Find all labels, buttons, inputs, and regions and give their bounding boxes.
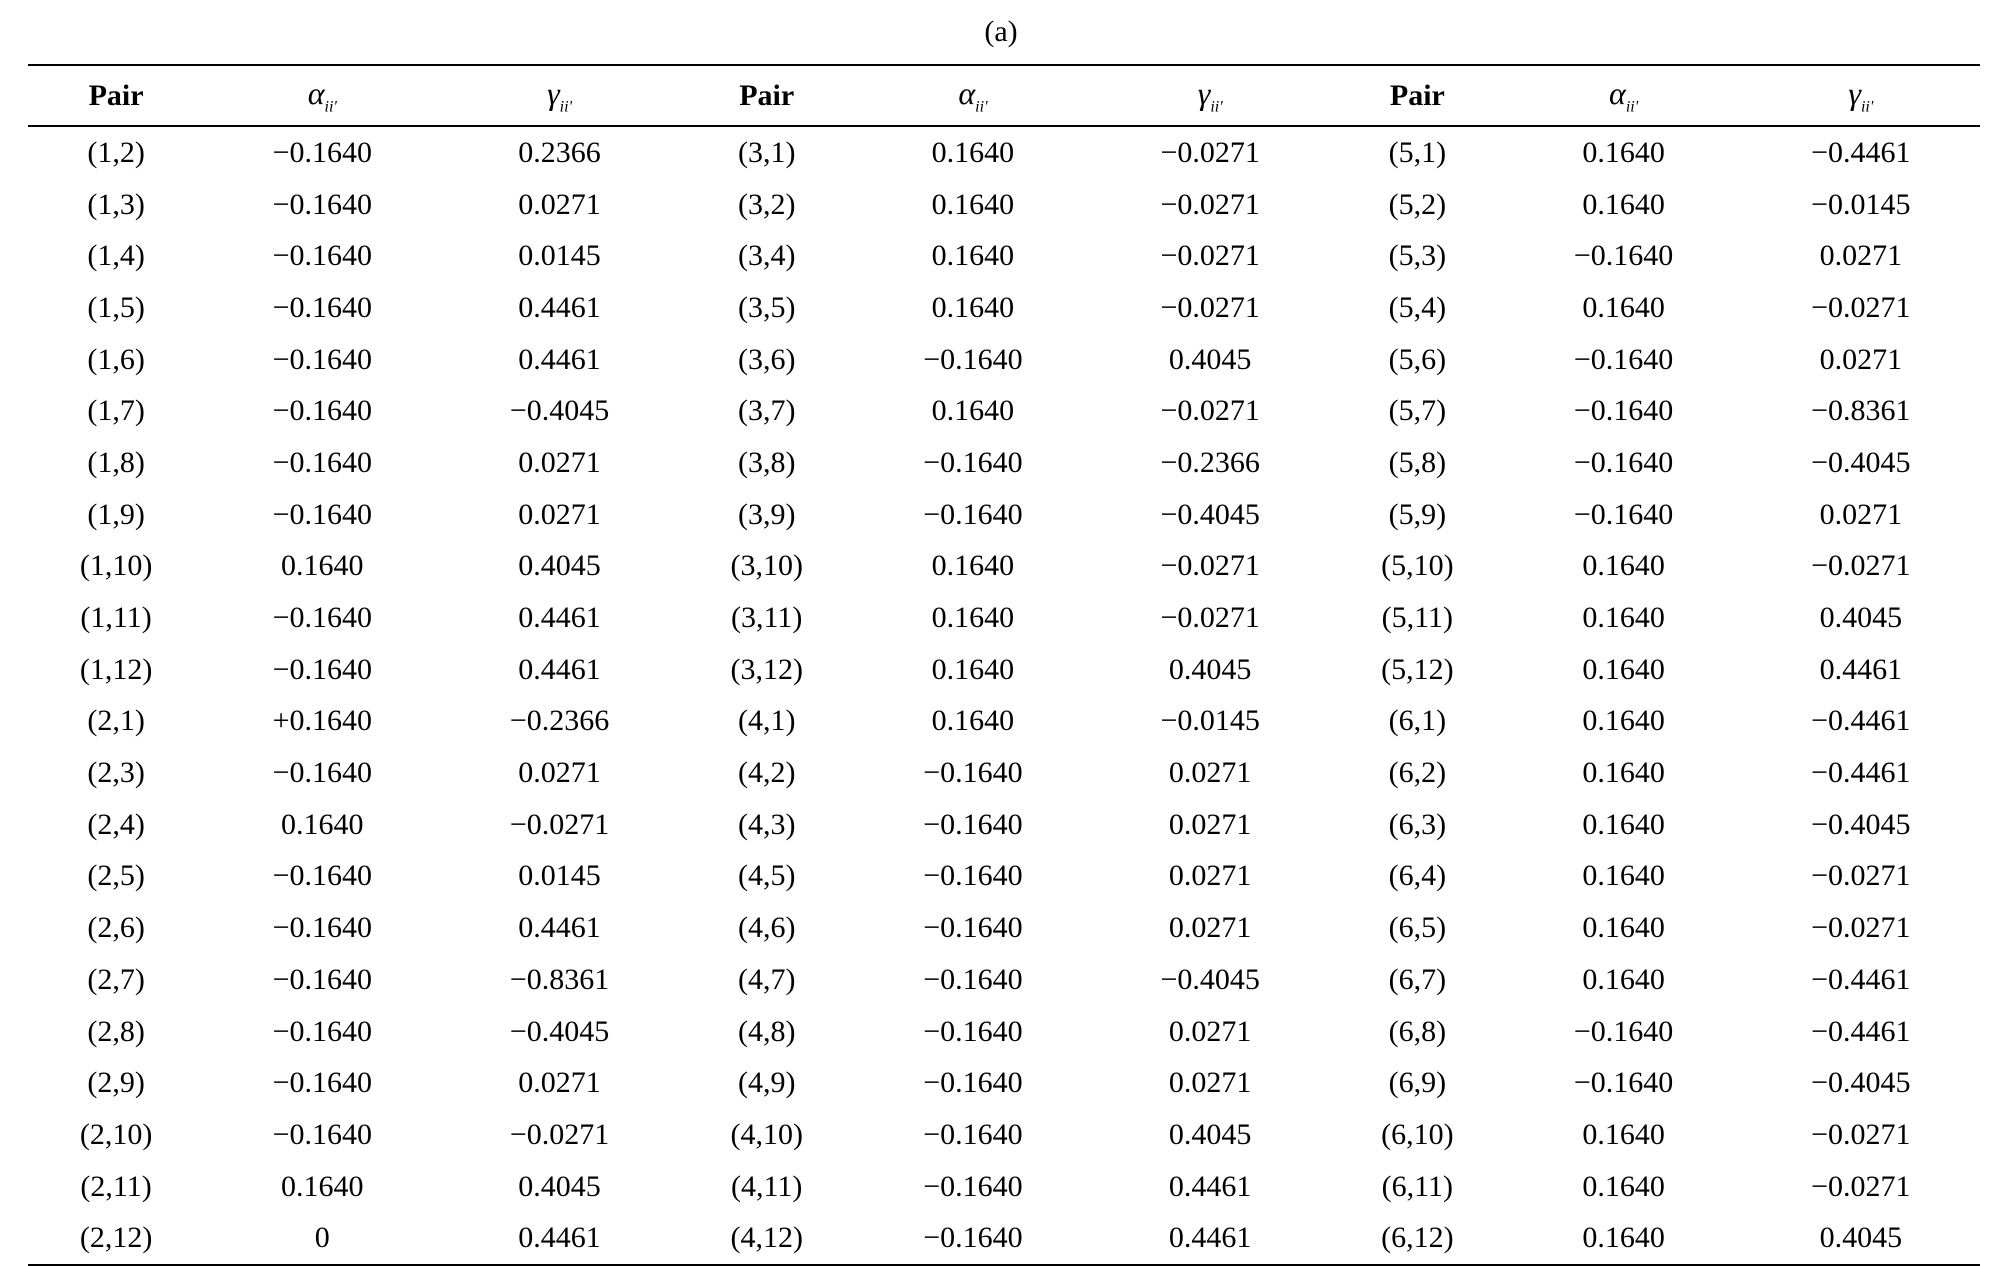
alpha-cell: −0.1640 — [272, 911, 372, 945]
pair-cell: (1,6) — [87, 342, 145, 376]
gamma-cell: 0.4461 — [1168, 1221, 1252, 1255]
alpha-cell: 0.1640 — [1582, 1117, 1665, 1151]
header-symbol: Pair — [88, 78, 144, 112]
table-row — [28, 644, 1980, 696]
gamma-cell: −0.4461 — [1811, 704, 1911, 738]
alpha-cell: −0.1640 — [272, 1117, 372, 1151]
alpha-cell: 0.1640 — [1582, 652, 1665, 686]
alpha-cell: −0.1640 — [1573, 342, 1674, 376]
gamma-cell: 0.4045 — [1819, 1221, 1903, 1255]
gamma-cell: −0.0271 — [1160, 239, 1260, 273]
gamma-cell: −0.4461 — [1811, 756, 1911, 790]
alpha-cell: −0.1640 — [923, 807, 1023, 841]
pair-cell: (6,7) — [1388, 962, 1447, 996]
gamma-cell: 0.4461 — [1168, 1169, 1252, 1203]
pair-cell: (4,11) — [731, 1169, 803, 1203]
pair-cell: (4,12) — [730, 1221, 803, 1255]
pair-cell: (5,4) — [1388, 290, 1447, 324]
pair-cell: (1,7) — [87, 394, 145, 428]
table-row — [28, 437, 1980, 489]
gamma-column-header — [1742, 65, 1980, 126]
pair-cell: (3,8) — [737, 445, 796, 479]
pair-cell: (2,10) — [79, 1117, 153, 1151]
alpha-cell: 0.1640 — [931, 601, 1015, 635]
pair-cell: (2,6) — [87, 911, 145, 945]
pair-cell: (6,10) — [1381, 1117, 1454, 1151]
pair-cell: (5,1) — [1388, 135, 1447, 169]
pair-cell: (2,4) — [87, 807, 145, 841]
alpha-cell: 0.1640 — [1582, 1169, 1665, 1203]
alpha-cell: 0.1640 — [931, 239, 1015, 273]
gamma-cell: 0.4461 — [1819, 652, 1903, 686]
gamma-cell: 0.4045 — [1168, 1117, 1252, 1151]
alpha-cell: −0.1640 — [923, 1169, 1023, 1203]
gamma-cell: −0.0271 — [1811, 1169, 1911, 1203]
alpha-cell: −0.1640 — [923, 1221, 1023, 1255]
table-body — [28, 126, 1980, 1265]
alpha-cell: −0.1640 — [272, 962, 372, 996]
table-row — [28, 1212, 1980, 1265]
alpha-cell: −0.1640 — [272, 135, 372, 169]
pair-cell: (3,2) — [737, 187, 796, 221]
alpha-cell: 0.1640 — [1582, 807, 1665, 841]
gamma-cell: 0.0271 — [518, 445, 601, 479]
alpha-cell: −0.1640 — [923, 1014, 1023, 1048]
pair-coefficients-table — [28, 64, 1980, 1266]
gamma-cell: 0.0271 — [1168, 859, 1252, 893]
pair-cell: (1,3) — [87, 187, 145, 221]
gamma-cell: −0.4045 — [1160, 497, 1260, 531]
pair-cell: (2,3) — [87, 756, 145, 790]
header-symbol: Pair — [739, 78, 795, 112]
alpha-cell: −0.1640 — [923, 962, 1023, 996]
alpha-cell: −0.1640 — [1573, 1014, 1674, 1048]
alpha-cell: 0.1640 — [281, 807, 364, 841]
gamma-cell: −0.0145 — [1160, 704, 1260, 738]
gamma-cell: −0.0271 — [1811, 859, 1911, 893]
pair-cell: (6,9) — [1388, 1066, 1447, 1100]
pair-cell: (3,10) — [730, 549, 803, 583]
alpha-cell: −0.1640 — [272, 1066, 372, 1100]
alpha-cell: +0.1640 — [272, 704, 372, 738]
gamma-cell: 0.0271 — [1168, 911, 1252, 945]
table-row — [28, 696, 1980, 748]
pair-cell: (2,8) — [87, 1014, 145, 1048]
pair-cell: (1,2) — [87, 135, 145, 169]
pair-column-header — [28, 65, 204, 126]
alpha-cell: 0.1640 — [1582, 601, 1665, 635]
pair-cell: (1,8) — [87, 445, 145, 479]
gamma-cell: 0.0271 — [518, 1066, 601, 1100]
gamma-cell: −0.0271 — [1160, 290, 1260, 324]
pair-cell: (6,8) — [1388, 1014, 1447, 1048]
pair-cell: (6,11) — [1381, 1169, 1454, 1203]
gamma-cell: 0.4461 — [518, 601, 601, 635]
header-subscript: ii' — [1860, 98, 1874, 116]
gamma-cell: 0.0145 — [518, 239, 601, 273]
alpha-cell: 0 — [314, 1221, 330, 1255]
table-row — [28, 954, 1980, 1006]
alpha-cell: −0.1640 — [272, 394, 372, 428]
pair-cell: (4,5) — [737, 859, 796, 893]
alpha-cell: 0.1640 — [1582, 859, 1665, 893]
pair-cell: (1,9) — [87, 497, 145, 531]
pair-column-header — [679, 65, 855, 126]
gamma-cell: −0.0145 — [1811, 187, 1911, 221]
pair-cell: (5,3) — [1388, 239, 1447, 273]
table-row — [28, 592, 1980, 644]
pair-cell: (1,5) — [87, 290, 145, 324]
header-symbol: γ — [1197, 74, 1211, 111]
gamma-cell: 0.0271 — [518, 497, 601, 531]
table-row — [28, 1109, 1980, 1161]
alpha-cell: −0.1640 — [272, 445, 372, 479]
alpha-cell: 0.1640 — [931, 187, 1015, 221]
pair-cell: (4,8) — [737, 1014, 796, 1048]
gamma-cell: −0.0271 — [1811, 911, 1911, 945]
alpha-cell: −0.1640 — [272, 652, 372, 686]
alpha-cell: 0.1640 — [931, 549, 1015, 583]
pair-cell: (2,12) — [79, 1221, 153, 1255]
pair-cell: (4,2) — [737, 756, 796, 790]
alpha-cell: −0.1640 — [272, 756, 372, 790]
alpha-cell: −0.1640 — [272, 601, 372, 635]
alpha-cell: 0.1640 — [931, 290, 1015, 324]
header-symbol: α — [958, 74, 976, 111]
alpha-cell: −0.1640 — [1573, 394, 1674, 428]
table-row — [28, 385, 1980, 437]
pair-cell: (4,1) — [737, 704, 796, 738]
gamma-cell: −0.4461 — [1811, 962, 1911, 996]
pair-cell: (5,12) — [1381, 652, 1454, 686]
header-subscript: ii' — [324, 98, 337, 116]
pair-cell: (5,11) — [1381, 601, 1454, 635]
gamma-column-header — [1091, 65, 1329, 126]
header-symbol: α — [307, 74, 325, 111]
gamma-cell: 0.0271 — [1168, 807, 1252, 841]
pair-cell: (5,8) — [1388, 445, 1447, 479]
alpha-cell: 0.1640 — [931, 652, 1015, 686]
table-header — [28, 65, 1980, 126]
pair-cell: (6,4) — [1388, 859, 1447, 893]
gamma-cell: −0.0271 — [509, 807, 610, 841]
header-row — [28, 65, 1980, 126]
pair-cell: (3,12) — [730, 652, 803, 686]
alpha-cell: −0.1640 — [272, 497, 372, 531]
gamma-cell: 0.0271 — [1168, 756, 1252, 790]
gamma-cell: −0.4045 — [1811, 445, 1911, 479]
alpha-cell: 0.1640 — [931, 394, 1015, 428]
gamma-cell: −0.2366 — [509, 704, 610, 738]
alpha-cell: −0.1640 — [1573, 239, 1674, 273]
table-caption: (a) — [984, 15, 1018, 48]
gamma-cell: −0.8361 — [509, 962, 610, 996]
pair-cell: (3,6) — [737, 342, 796, 376]
gamma-cell: 0.4045 — [1168, 652, 1252, 686]
gamma-cell: −0.2366 — [1160, 445, 1260, 479]
pair-cell: (6,5) — [1388, 911, 1447, 945]
alpha-cell: −0.1640 — [272, 290, 372, 324]
pair-cell: (4,3) — [737, 807, 796, 841]
alpha-cell: 0.1640 — [1582, 290, 1665, 324]
gamma-cell: −0.4045 — [1811, 1066, 1911, 1100]
pair-cell: (6,1) — [1388, 704, 1447, 738]
alpha-cell: 0.1640 — [1582, 187, 1665, 221]
alpha-cell: −0.1640 — [1573, 1066, 1674, 1100]
alpha-cell: −0.1640 — [923, 1066, 1023, 1100]
header-symbol: Pair — [1389, 78, 1445, 112]
alpha-cell: −0.1640 — [1573, 445, 1674, 479]
alpha-cell: −0.1640 — [923, 756, 1023, 790]
pair-cell: (2,11) — [80, 1169, 152, 1203]
table-row — [28, 126, 1980, 179]
gamma-cell: −0.0271 — [1160, 394, 1260, 428]
alpha-cell: −0.1640 — [923, 445, 1023, 479]
alpha-cell: −0.1640 — [272, 1014, 372, 1048]
alpha-cell: 0.1640 — [1582, 756, 1665, 790]
table-row — [28, 1057, 1980, 1109]
gamma-cell: 0.0271 — [1819, 497, 1903, 531]
alpha-cell: 0.1640 — [931, 704, 1015, 738]
alpha-cell: 0.1640 — [1582, 135, 1665, 169]
alpha-cell: 0.1640 — [281, 549, 364, 583]
alpha-cell: −0.1640 — [923, 497, 1023, 531]
alpha-cell: 0.1640 — [1582, 549, 1665, 583]
table-row — [28, 282, 1980, 334]
alpha-cell: 0.1640 — [1582, 911, 1665, 945]
gamma-cell: −0.4045 — [509, 394, 610, 428]
pair-cell: (1,10) — [79, 549, 153, 583]
gamma-cell: 0.4045 — [1819, 601, 1903, 635]
gamma-cell: 0.0271 — [1819, 342, 1903, 376]
gamma-cell: −0.4045 — [509, 1014, 610, 1048]
alpha-cell: 0.1640 — [281, 1169, 364, 1203]
gamma-cell: 0.4461 — [518, 342, 601, 376]
alpha-cell: 0.1640 — [931, 135, 1015, 169]
gamma-cell: 0.4045 — [1168, 342, 1252, 376]
pair-cell: (5,9) — [1388, 497, 1447, 531]
alpha-column-header — [204, 65, 440, 126]
gamma-cell: −0.4045 — [1811, 807, 1911, 841]
header-subscript: ii' — [1210, 98, 1223, 116]
gamma-cell: 0.0271 — [1168, 1014, 1252, 1048]
alpha-cell: −0.1640 — [1573, 497, 1674, 531]
pair-cell: (5,7) — [1388, 394, 1447, 428]
alpha-cell: −0.1640 — [923, 1117, 1023, 1151]
pair-cell: (2,9) — [87, 1066, 145, 1100]
pair-cell: (3,5) — [737, 290, 796, 324]
gamma-cell: −0.0271 — [509, 1117, 610, 1151]
gamma-cell: 0.4045 — [518, 1169, 601, 1203]
gamma-cell: −0.0271 — [1811, 290, 1911, 324]
alpha-cell: −0.1640 — [272, 187, 372, 221]
table-row — [28, 799, 1980, 851]
gamma-cell: −0.0271 — [1811, 1117, 1911, 1151]
gamma-cell: −0.4461 — [1811, 1014, 1911, 1048]
header-symbol: α — [1609, 74, 1626, 111]
table-row — [28, 230, 1980, 282]
pair-column-header — [1329, 65, 1505, 126]
pair-cell: (6,12) — [1381, 1221, 1454, 1255]
header-subscript: ii' — [1625, 98, 1639, 116]
alpha-cell: 0.1640 — [1582, 962, 1665, 996]
pair-cell: (6,2) — [1388, 756, 1447, 790]
gamma-cell: 0.0271 — [1168, 1066, 1252, 1100]
alpha-cell: −0.1640 — [923, 342, 1023, 376]
gamma-cell: −0.4461 — [1811, 135, 1911, 169]
pair-cell: (1,12) — [79, 652, 153, 686]
pair-cell: (3,1) — [737, 135, 796, 169]
table-row — [28, 747, 1980, 799]
table-row — [28, 1006, 1980, 1058]
pair-cell: (3,4) — [737, 239, 796, 273]
gamma-column-header — [440, 65, 678, 126]
alpha-cell: 0.1640 — [1582, 704, 1665, 738]
alpha-cell: 0.1640 — [1582, 1221, 1665, 1255]
alpha-column-header — [1505, 65, 1741, 126]
pair-cell: (3,9) — [737, 497, 796, 531]
alpha-cell: −0.1640 — [923, 911, 1023, 945]
table-row — [28, 334, 1980, 386]
gamma-cell: 0.0271 — [518, 187, 601, 221]
pair-cell: (1,11) — [80, 601, 152, 635]
pair-cell: (4,10) — [730, 1117, 803, 1151]
pair-cell: (1,4) — [87, 239, 145, 273]
gamma-cell: −0.8361 — [1811, 394, 1911, 428]
pair-cell: (4,6) — [737, 911, 796, 945]
pair-cell: (4,9) — [737, 1066, 796, 1100]
table-row — [28, 851, 1980, 903]
gamma-cell: −0.4045 — [1160, 962, 1260, 996]
header-symbol: γ — [547, 74, 560, 111]
gamma-cell: 0.0271 — [518, 756, 601, 790]
table-row — [28, 1161, 1980, 1213]
pair-cell: (2,7) — [87, 962, 145, 996]
gamma-cell: 0.0271 — [1819, 239, 1903, 273]
table-row — [28, 541, 1980, 593]
table-row — [28, 179, 1980, 231]
pair-cell: (2,1) — [87, 704, 145, 738]
pair-cell: (3,11) — [731, 601, 803, 635]
gamma-cell: −0.0271 — [1160, 135, 1260, 169]
gamma-cell: −0.0271 — [1160, 601, 1260, 635]
pair-cell: (4,7) — [737, 962, 796, 996]
gamma-cell: 0.0145 — [518, 859, 601, 893]
header-subscript: ii' — [559, 98, 572, 116]
header-subscript: ii' — [975, 98, 988, 116]
gamma-cell: 0.4045 — [518, 549, 601, 583]
alpha-cell: −0.1640 — [272, 859, 372, 893]
table-row — [28, 902, 1980, 954]
alpha-column-header — [855, 65, 1091, 126]
gamma-cell: 0.4461 — [518, 652, 601, 686]
gamma-cell: 0.2366 — [518, 135, 601, 169]
header-symbol: γ — [1848, 74, 1861, 111]
pair-cell: (5,2) — [1388, 187, 1447, 221]
pair-cell: (3,7) — [737, 394, 796, 428]
pair-cell: (2,5) — [87, 859, 145, 893]
gamma-cell: −0.0271 — [1160, 187, 1260, 221]
alpha-cell: −0.1640 — [272, 342, 372, 376]
gamma-cell: 0.4461 — [518, 1221, 601, 1255]
pair-cell: (5,6) — [1388, 342, 1447, 376]
gamma-cell: 0.4461 — [518, 911, 601, 945]
pair-cell: (5,10) — [1381, 549, 1454, 583]
pair-cell: (6,3) — [1388, 807, 1447, 841]
gamma-cell: 0.4461 — [518, 290, 601, 324]
alpha-cell: −0.1640 — [272, 239, 372, 273]
table-row — [28, 489, 1980, 541]
gamma-cell: −0.0271 — [1811, 549, 1911, 583]
alpha-cell: −0.1640 — [923, 859, 1023, 893]
gamma-cell: −0.0271 — [1160, 549, 1260, 583]
